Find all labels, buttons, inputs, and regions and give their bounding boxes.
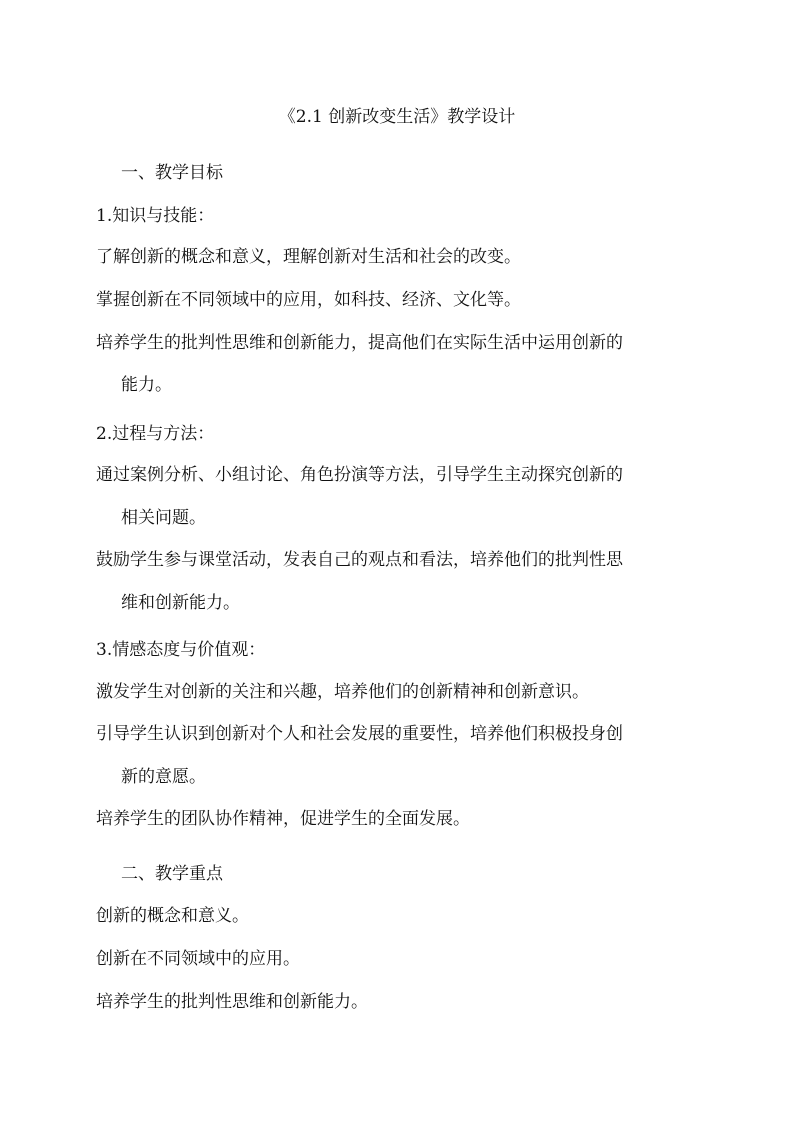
section-heading-key-points: 二、教学重点 (121, 864, 223, 884)
paragraph-line: 激发学生对创新的关注和兴趣，培养他们的创新精神和创新意识。 (96, 682, 589, 702)
paragraph-line: 鼓励学生参与课堂活动，发表自己的观点和看法，培养他们的批判性思 (96, 550, 623, 570)
section-heading-objectives: 一、教学目标 (121, 163, 223, 183)
paragraph-line: 掌握创新在不同领域中的应用，如科技、经济、文化等。 (96, 290, 521, 310)
paragraph-line: 引导学生认识到创新对个人和社会发展的重要性，培养他们积极投身创 (96, 724, 623, 744)
paragraph-line-continuation: 新的意愿。 (121, 767, 206, 787)
paragraph-line: 通过案例分析、小组讨论、角色扮演等方法，引导学生主动探究创新的 (96, 465, 623, 485)
subsection-heading-process: 2.过程与方法： (96, 424, 215, 444)
document-title: 《2.1 创新改变生活》教学设计 (278, 107, 516, 127)
subsection-heading-knowledge: 1.知识与技能： (96, 206, 215, 226)
paragraph-line-continuation: 能力。 (121, 375, 172, 395)
paragraph-line: 培养学生的批判性思维和创新能力，提高他们在实际生活中运用创新的 (96, 333, 623, 353)
paragraph-line-continuation: 维和创新能力。 (121, 593, 240, 613)
list-item: 创新的概念和意义。 (96, 906, 249, 926)
paragraph-line: 了解创新的概念和意义，理解创新对生活和社会的改变。 (96, 247, 521, 267)
subsection-heading-attitude: 3.情感态度与价值观： (96, 640, 266, 660)
paragraph-line: 培养学生的团队协作精神，促进学生的全面发展。 (96, 809, 470, 829)
list-item: 创新在不同领域中的应用。 (96, 949, 300, 969)
paragraph-line-continuation: 相关问题。 (121, 508, 206, 528)
list-item: 培养学生的批判性思维和创新能力。 (96, 992, 368, 1012)
